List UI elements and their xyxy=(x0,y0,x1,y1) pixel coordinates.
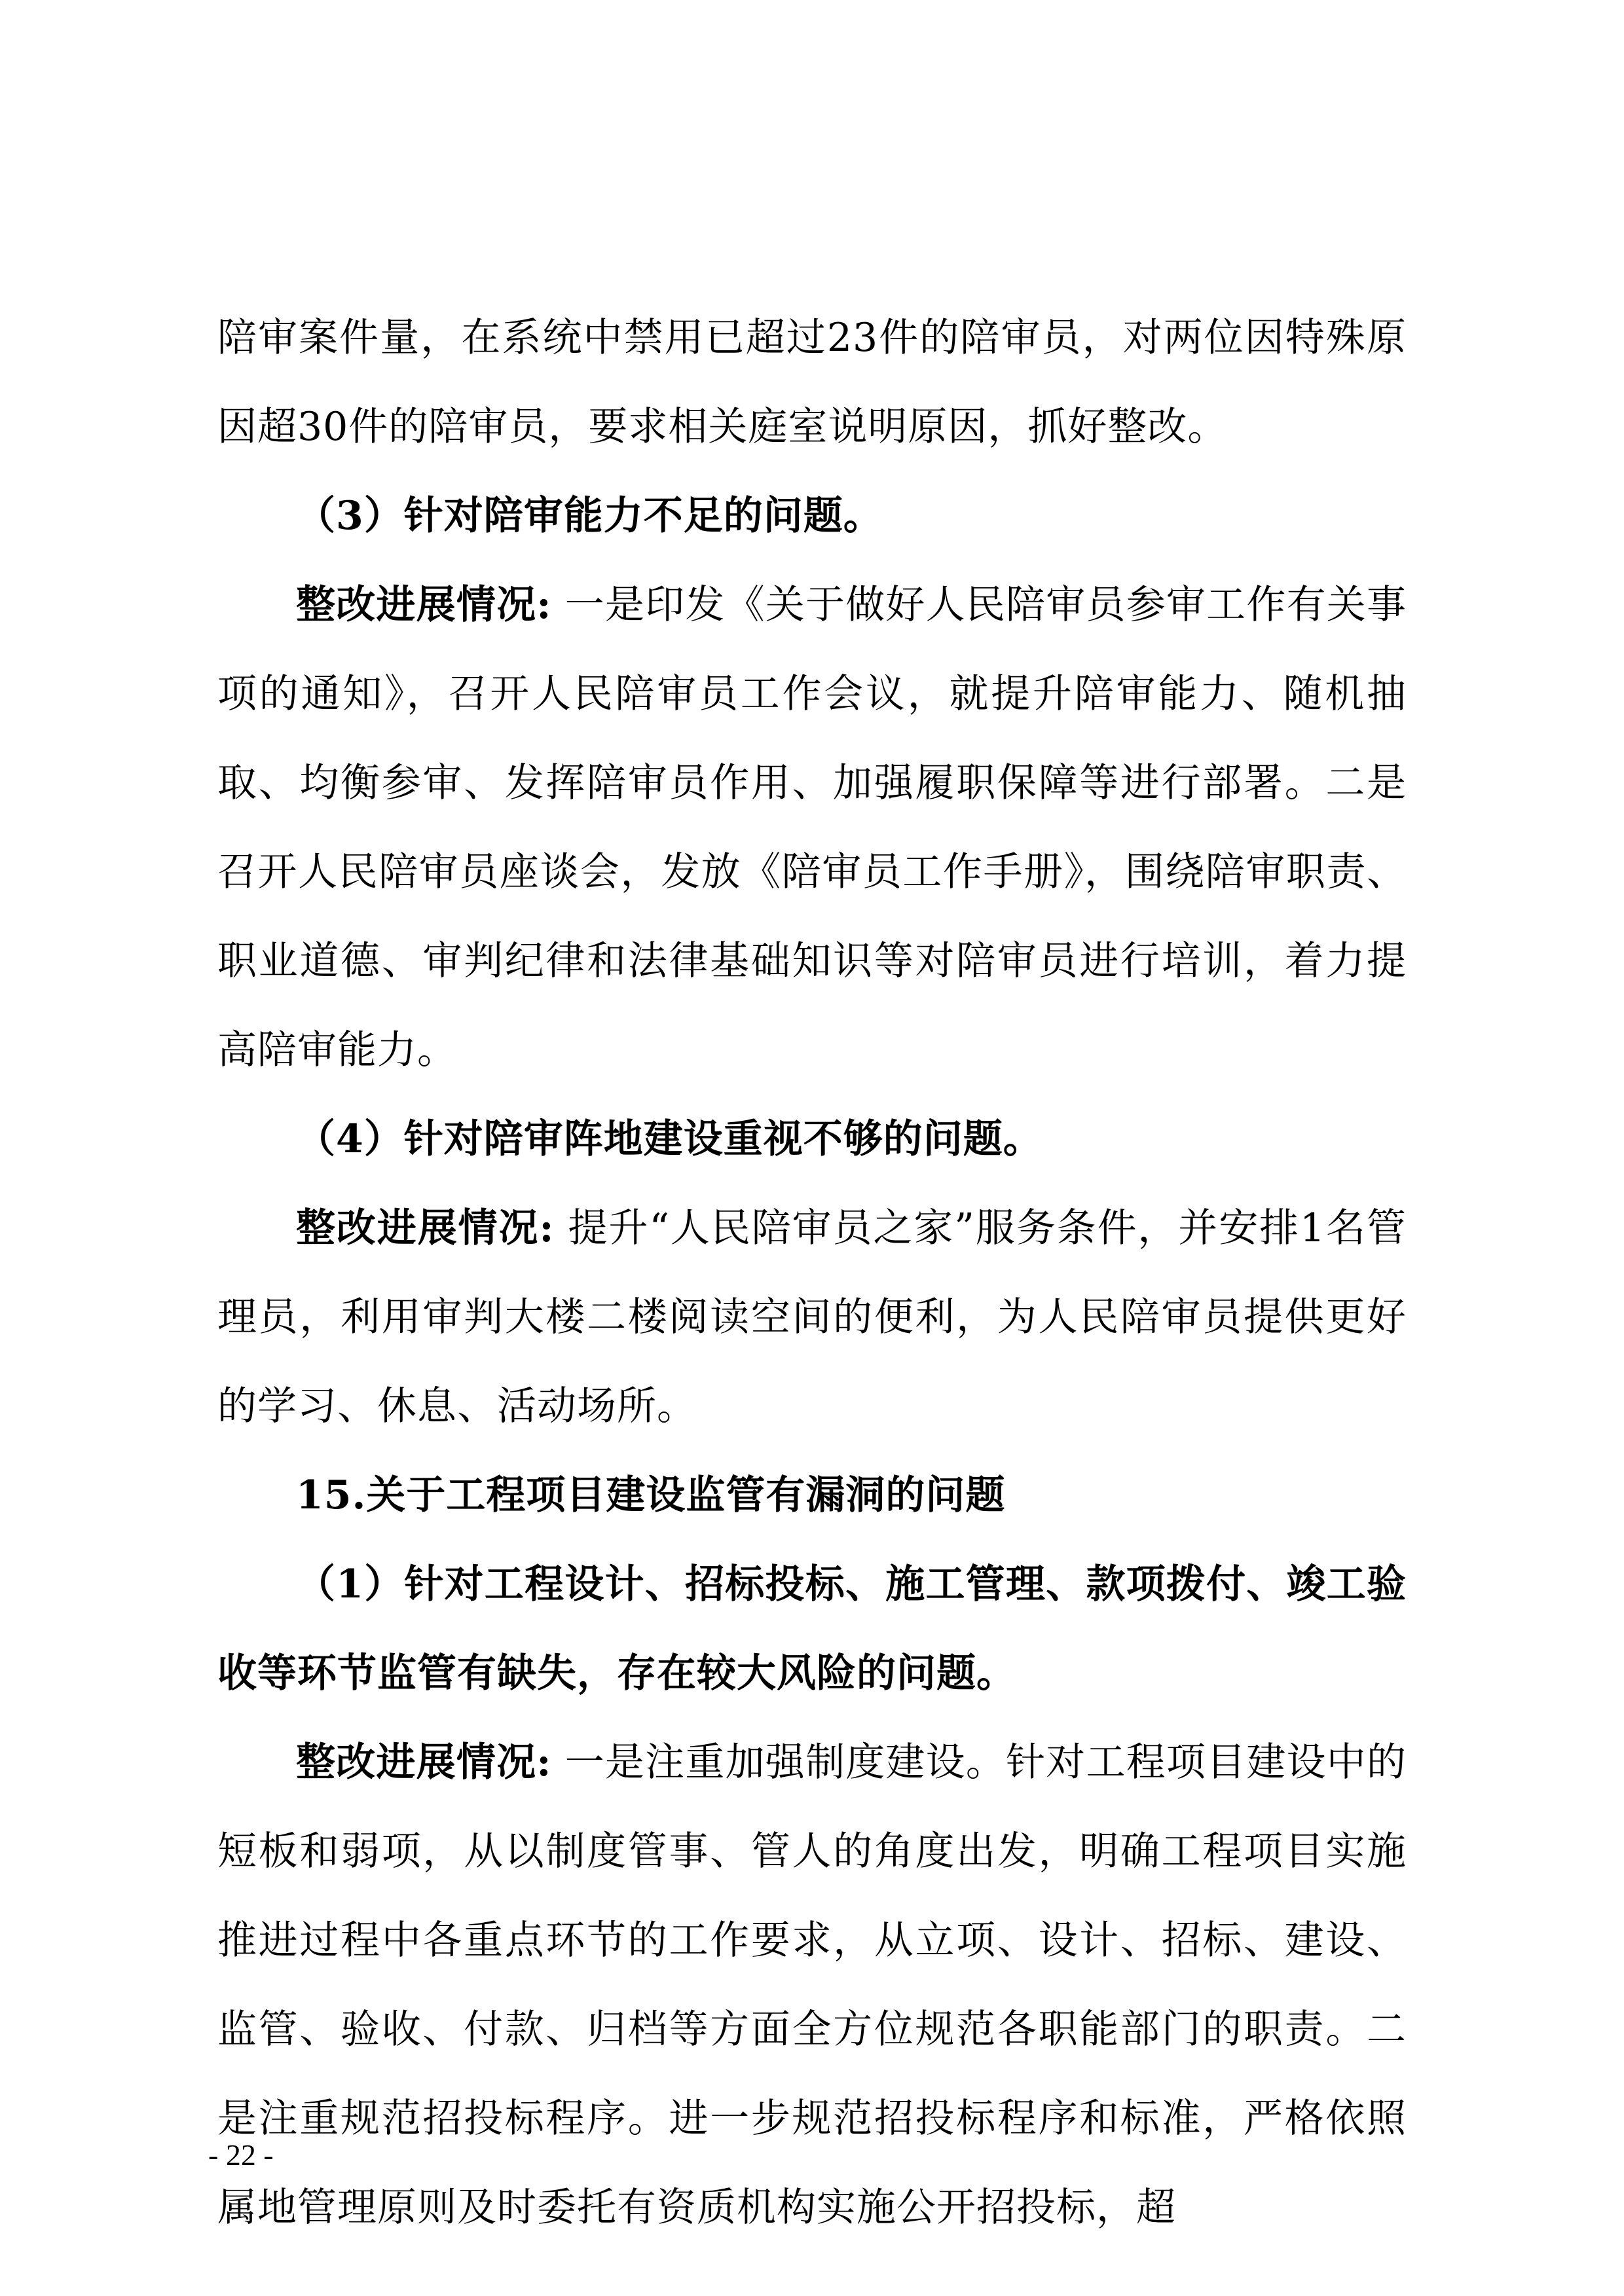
progress-paragraph xyxy=(217,560,1407,1095)
subheading-paragraph xyxy=(217,471,1407,560)
section-heading xyxy=(217,1451,1407,1540)
progress-paragraph xyxy=(217,1184,1407,1451)
progress-lead: 整改进展情况: xyxy=(296,1740,552,1785)
progress-lead: 整改进展情况: xyxy=(296,1205,555,1251)
heading-text: 15.关于工程项目建设监管有漏洞的问题 xyxy=(296,1472,1006,1518)
document-body xyxy=(217,293,1407,2252)
subheading-text: （1）针对工程设计、招标投标、施工管理、款项拨付、竣工验收等环节监管有缺失，存在较大风险的问题。 xyxy=(217,1561,1407,1696)
body-paragraph xyxy=(217,293,1407,471)
subheading-paragraph xyxy=(217,1540,1407,1718)
progress-paragraph xyxy=(217,1718,1407,2252)
progress-lead: 整改进展情况: xyxy=(296,582,552,628)
paragraph-text: 一是印发《关于做好人民陪审员参审工作有关事项的通知》，召开人民陪审员工作会议，就提升陪审能力、随机抽取、均衡参审、发挥陪审员作用、加强履职保障等进行部署。二是召开人民陪审员座谈会，发放《陪审员工作手册》，围绕陪审职责、职业道德、审判纪律和法律基础知识等对陪审员进行培训，着力提高陪审能力。 xyxy=(217,582,1407,1073)
subheading-paragraph xyxy=(217,1095,1407,1184)
subheading-text: （3）针对陪审能力不足的问题。 xyxy=(296,493,883,539)
subheading-text: （4）针对陪审阵地建设重视不够的问题。 xyxy=(296,1116,1043,1162)
paragraph-text: 提升“人民陪审员之家”服务条件，并安排1名管理员，利用审判大楼二楼阅读空间的便利，为人民陪审员提供更好的学习、休息、活动场所。 xyxy=(217,1205,1407,1429)
paragraph-text: 陪审案件量，在系统中禁用已超过23件的陪审员，对两位因特殊原因超30件的陪审员，要求相关庭室说明原因，抓好整改。 xyxy=(217,315,1407,450)
paragraph-text: 一是注重加强制度建设。针对工程项目建设中的短板和弱项，从以制度管事、管人的角度出发，明确工程项目实施推进过程中各重点环节的工作要求，从立项、设计、招标、建设、监管、验收、付款、归档等方面全方位规范各职能部门的职责。二是注重规范招投标程序。进一步规范招投标程序和标准，严格依照属地管理原则及时委托有资质机构实施公开招投标，超 xyxy=(217,1740,1407,2231)
page-number: - 22 - xyxy=(208,2138,274,2172)
